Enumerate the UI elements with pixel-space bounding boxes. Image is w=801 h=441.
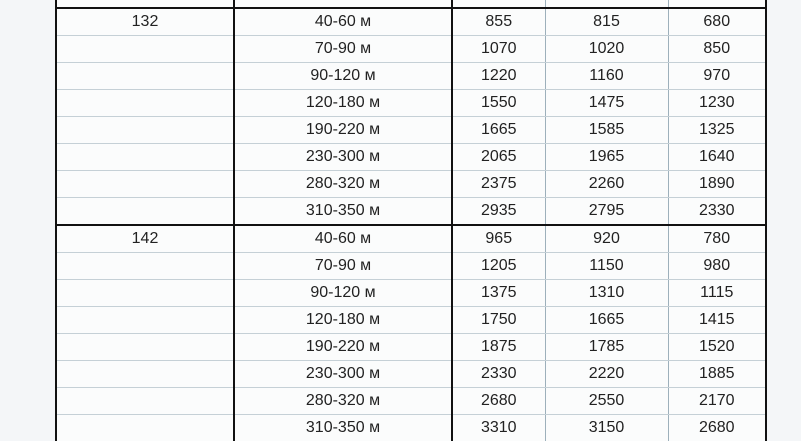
- price-cell-3: 1415: [668, 307, 766, 334]
- price-cell-3: 1885: [668, 361, 766, 388]
- spacer-cell: [56, 0, 234, 8]
- depth-cell: 120-180 м: [234, 90, 452, 117]
- table-row: [56, 144, 766, 171]
- price-cell-1: 2375: [452, 171, 545, 198]
- depth-cell: 40-60 м: [234, 225, 452, 253]
- depth-cell: 70-90 м: [234, 36, 452, 63]
- spacer-cell: [234, 0, 452, 8]
- model-cell: [56, 171, 234, 198]
- price-cell-2: 920: [545, 225, 668, 253]
- model-cell: [56, 388, 234, 415]
- model-cell: [56, 280, 234, 307]
- table-row: [56, 388, 766, 415]
- price-cell-2: 1965: [545, 144, 668, 171]
- depth-cell: 120-180 м: [234, 307, 452, 334]
- table-row: [56, 36, 766, 63]
- price-cell-2: 1160: [545, 63, 668, 90]
- depth-cell: 190-220 м: [234, 117, 452, 144]
- depth-cell: 280-320 м: [234, 388, 452, 415]
- depth-cell: 90-120 м: [234, 280, 452, 307]
- table-row: [56, 280, 766, 307]
- model-cell: [56, 361, 234, 388]
- model-cell: [56, 90, 234, 117]
- model-cell: [56, 307, 234, 334]
- price-cell-1: 2935: [452, 198, 545, 226]
- price-cell-3: 680: [668, 8, 766, 36]
- table-top-spacer: [56, 0, 766, 8]
- depth-cell: 40-60 м: [234, 8, 452, 36]
- price-cell-1: 1750: [452, 307, 545, 334]
- depth-cell: 230-300 м: [234, 144, 452, 171]
- model-cell: [56, 253, 234, 280]
- depth-cell: 90-120 м: [234, 63, 452, 90]
- price-cell-1: 1205: [452, 253, 545, 280]
- price-cell-3: 1230: [668, 90, 766, 117]
- price-cell-3: 2170: [668, 388, 766, 415]
- price-cell-2: 1310: [545, 280, 668, 307]
- price-cell-1: 1550: [452, 90, 545, 117]
- price-cell-1: 1375: [452, 280, 545, 307]
- table-row: [56, 334, 766, 361]
- price-cell-3: 1325: [668, 117, 766, 144]
- table-body: [56, 0, 766, 441]
- price-cell-1: 3310: [452, 415, 545, 441]
- table-row: [56, 361, 766, 388]
- depth-cell: 190-220 м: [234, 334, 452, 361]
- table-row: [56, 307, 766, 334]
- table-row: [56, 90, 766, 117]
- table-row: [56, 117, 766, 144]
- table-row: [56, 198, 766, 226]
- table-row: [56, 8, 766, 36]
- price-cell-3: 1640: [668, 144, 766, 171]
- price-cell-3: 980: [668, 253, 766, 280]
- price-cell-3: 780: [668, 225, 766, 253]
- price-cell-2: 1585: [545, 117, 668, 144]
- price-cell-2: 1665: [545, 307, 668, 334]
- price-cell-2: 2795: [545, 198, 668, 226]
- price-cell-2: 815: [545, 8, 668, 36]
- price-cell-3: 2330: [668, 198, 766, 226]
- price-cell-1: 1875: [452, 334, 545, 361]
- model-cell: [56, 36, 234, 63]
- price-cell-2: 2260: [545, 171, 668, 198]
- table-row: [56, 225, 766, 253]
- price-cell-1: 965: [452, 225, 545, 253]
- model-cell: 142: [56, 225, 234, 253]
- spacer-cell: [452, 0, 545, 8]
- price-cell-2: 2220: [545, 361, 668, 388]
- price-cell-2: 1020: [545, 36, 668, 63]
- depth-cell: 230-300 м: [234, 361, 452, 388]
- depth-cell: 280-320 м: [234, 171, 452, 198]
- price-cell-3: 970: [668, 63, 766, 90]
- price-cell-3: 1890: [668, 171, 766, 198]
- spacer-cell: [545, 0, 668, 8]
- price-cell-2: 1475: [545, 90, 668, 117]
- table-row: [56, 63, 766, 90]
- price-cell-1: 1070: [452, 36, 545, 63]
- price-cell-1: 2330: [452, 361, 545, 388]
- price-cell-1: 2680: [452, 388, 545, 415]
- table-row: [56, 415, 766, 441]
- price-cell-1: 1665: [452, 117, 545, 144]
- price-cell-1: 855: [452, 8, 545, 36]
- spacer-cell: [668, 0, 766, 8]
- price-cell-3: 1115: [668, 280, 766, 307]
- price-cell-1: 2065: [452, 144, 545, 171]
- price-cell-1: 1220: [452, 63, 545, 90]
- depth-cell: 310-350 м: [234, 198, 452, 226]
- table-row: [56, 171, 766, 198]
- price-cell-3: 850: [668, 36, 766, 63]
- model-cell: [56, 415, 234, 441]
- price-cell-2: 1785: [545, 334, 668, 361]
- model-cell: [56, 117, 234, 144]
- model-cell: 132: [56, 8, 234, 36]
- price-table: [55, 0, 767, 441]
- price-cell-3: 1520: [668, 334, 766, 361]
- price-cell-2: 3150: [545, 415, 668, 441]
- table-row: [56, 253, 766, 280]
- price-cell-3: 2680: [668, 415, 766, 441]
- depth-cell: 70-90 м: [234, 253, 452, 280]
- model-cell: [56, 198, 234, 226]
- model-cell: [56, 63, 234, 90]
- model-cell: [56, 334, 234, 361]
- depth-cell: 310-350 м: [234, 415, 452, 441]
- price-cell-2: 1150: [545, 253, 668, 280]
- model-cell: [56, 144, 234, 171]
- price-cell-2: 2550: [545, 388, 668, 415]
